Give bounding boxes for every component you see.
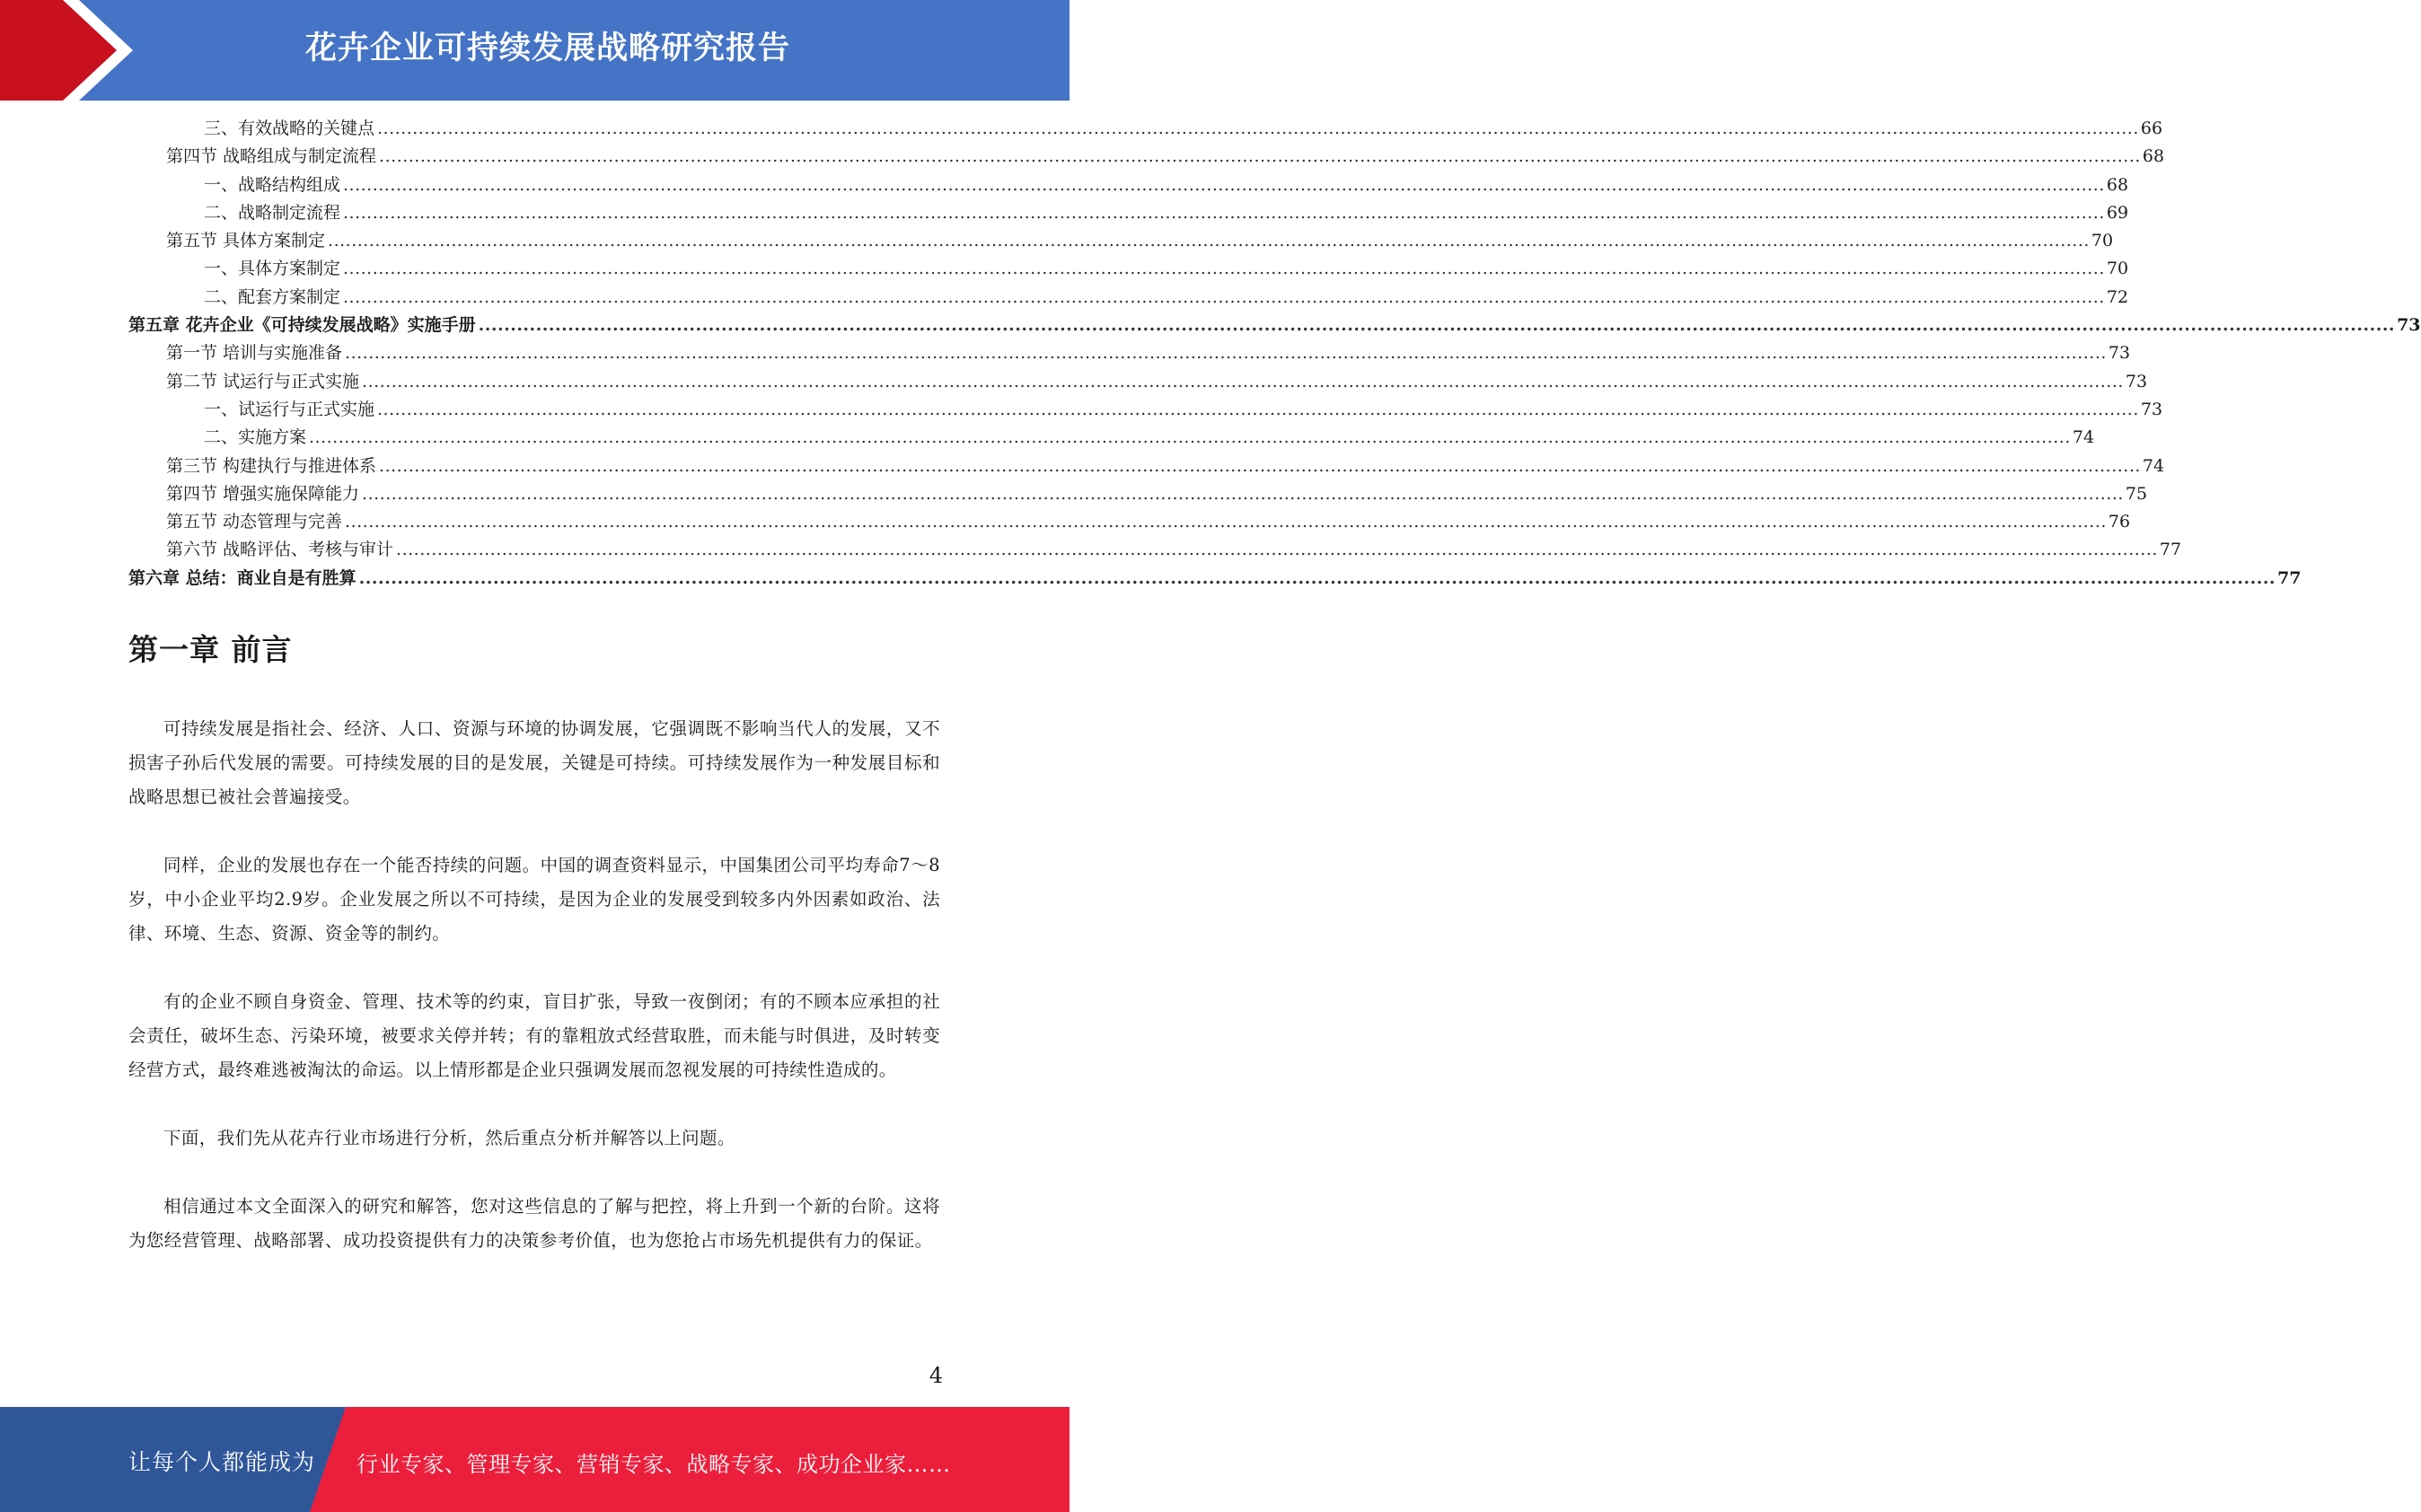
toc-entry-title: 第五章 花卉企业《可持续发展战略》实施手册 bbox=[128, 315, 476, 336]
toc-entry-title: 二、战略制定流程 bbox=[204, 202, 341, 223]
toc-dot-leader: ............................................................................................................................................................................................................................................................................................................ bbox=[377, 119, 2139, 138]
toc-dot-leader: ............................................................................................................................................................................................................................................................................................................ bbox=[345, 512, 2107, 532]
toc-entry-page: 69 bbox=[2106, 202, 2129, 223]
toc-entry-title: 一、具体方案制定 bbox=[204, 259, 341, 279]
toc-entry-title: 第一节 培训与实施准备 bbox=[166, 343, 343, 364]
chapter-title: 第一章 前言 bbox=[128, 632, 293, 667]
toc-entry[interactable] bbox=[128, 115, 2163, 143]
footer-lead-text: 让每个人都能成为 bbox=[128, 1449, 316, 1475]
toc-dot-leader: ............................................................................................................................................................................................................................................................................................................ bbox=[345, 343, 2107, 364]
body-paragraph: 同样，企业的发展也存在一个能否持续的问题。中国的调查资料显示，中国集团公司平均寿命7～8岁，中小企业平均2.9岁。企业发展之所以不可持续，是因为企业的发展受到较多内外因素如政治、法律、环境、生态、资源、资金等的制约。 bbox=[128, 855, 940, 944]
toc-dot-leader: ............................................................................................................................................................................................................................................................................................................ bbox=[343, 286, 2105, 307]
toc-dot-leader: ............................................................................................................................................................................................................................................................................................................ bbox=[358, 567, 2276, 588]
toc-entry-page: 73 bbox=[2108, 343, 2131, 364]
toc-dot-leader: ............................................................................................................................................................................................................................................................................................................ bbox=[328, 231, 2090, 251]
toc-entry-title: 第六章 总结：商业自是有胜算 bbox=[128, 567, 357, 588]
toc-entry[interactable] bbox=[128, 227, 2114, 255]
toc-entry[interactable] bbox=[128, 368, 2148, 396]
toc-entry-page: 75 bbox=[2125, 483, 2148, 504]
toc-entry-title: 第五节 具体方案制定 bbox=[166, 231, 326, 251]
toc-entry-page: 77 bbox=[2277, 567, 2302, 588]
toc-entry-page: 70 bbox=[2106, 259, 2129, 279]
body-paragraph: 相信通过本文全面深入的研究和解答，您对这些信息的了解与把控，将上升到一个新的台阶。这将为您经营管理、战略部署、成功投资提供有力的决策参考价值，也为您抢占市场先机提供有力的保证。 bbox=[128, 1196, 940, 1251]
toc-entry-page: 74 bbox=[2142, 455, 2165, 476]
page-footer bbox=[0, 1407, 1070, 1512]
toc-dot-leader: ............................................................................................................................................................................................................................................................................................................ bbox=[343, 174, 2105, 195]
toc-entry-title: 第五节 动态管理与完善 bbox=[166, 512, 343, 532]
toc-entry[interactable] bbox=[128, 508, 2131, 536]
body-paragraph: 有的企业不顾自身资金、管理、技术等的约束，盲目扩张，导致一夜倒闭；有的不顾本应承担的社会责任，破坏生态、污染环境，被要求关停并转；有的靠粗放式经营取胜，而未能与时俱进，及时转变经营方式，最终难逃被淘汰的命运。以上情形都是企业只强调发展而忽视发展的可持续性造成的。 bbox=[128, 991, 940, 1080]
toc-entry[interactable] bbox=[128, 312, 2421, 339]
toc-entry-title: 二、实施方案 bbox=[204, 427, 307, 448]
toc-entry[interactable] bbox=[128, 536, 2182, 564]
toc-dot-leader: ............................................................................................................................................................................................................................................................................................................ bbox=[362, 371, 2124, 391]
toc-entry[interactable] bbox=[128, 480, 2148, 508]
toc-dot-leader: ............................................................................................................................................................................................................................................................................................................ bbox=[343, 259, 2105, 279]
toc-entry[interactable] bbox=[128, 424, 2095, 452]
toc-dot-leader: ............................................................................................................................................................................................................................................................................................................ bbox=[343, 202, 2105, 223]
toc-entry[interactable] bbox=[128, 143, 2165, 171]
toc-entry[interactable] bbox=[128, 453, 2165, 480]
toc-entry-title: 第六节 战略评估、考核与审计 bbox=[166, 540, 394, 560]
toc-entry[interactable] bbox=[128, 284, 2129, 312]
toc-entry[interactable] bbox=[128, 255, 2129, 283]
toc-dot-leader: ............................................................................................................................................................................................................................................................................................................ bbox=[478, 315, 2396, 336]
chapter-body bbox=[128, 712, 940, 1292]
toc-dot-leader: ............................................................................................................................................................................................................................................................................................................ bbox=[362, 483, 2124, 504]
toc-entry[interactable] bbox=[128, 565, 2302, 593]
toc-dot-leader: ............................................................................................................................................................................................................................................................................................................ bbox=[379, 146, 2141, 167]
toc-entry-page: 70 bbox=[2091, 231, 2114, 251]
toc-entry-page: 73 bbox=[2125, 371, 2148, 391]
toc-entry[interactable] bbox=[128, 396, 2163, 424]
toc-dot-leader: ............................................................................................................................................................................................................................................................................................................ bbox=[379, 455, 2141, 476]
toc-entry-page: 74 bbox=[2072, 427, 2095, 448]
body-paragraph: 下面，我们先从花卉行业市场进行分析，然后重点分析并解答以上问题。 bbox=[163, 1128, 735, 1148]
toc-entry-page: 72 bbox=[2106, 286, 2129, 307]
report-title: 花卉企业可持续发展战略研究报告 bbox=[304, 31, 790, 66]
toc-entry-page: 73 bbox=[2397, 315, 2421, 336]
toc-entry-title: 第四节 战略组成与制定流程 bbox=[166, 146, 377, 167]
toc-entry-title: 第四节 增强实施保障能力 bbox=[166, 483, 360, 504]
body-paragraph: 可持续发展是指社会、经济、人口、资源与环境的协调发展，它强调既不影响当代人的发展，又不损害子孙后代发展的需要。可持续发展的目的是发展，关键是可持续。可持续发展作为一种发展目标和战略思想已被社会普遍接受。 bbox=[128, 718, 940, 807]
toc-entry[interactable] bbox=[128, 199, 2129, 227]
footer-slogan: 行业专家、管理专家、营销专家、战略专家、成功企业家…… bbox=[357, 1452, 951, 1477]
toc-dot-leader: ............................................................................................................................................................................................................................................................................................................ bbox=[396, 540, 2158, 560]
toc-entry[interactable] bbox=[128, 339, 2131, 367]
toc-entry-title: 第三节 构建执行与推进体系 bbox=[166, 455, 377, 476]
toc-entry-title: 一、试运行与正式实施 bbox=[204, 399, 375, 419]
header-arrow-decoration bbox=[0, 0, 144, 101]
toc-entry-title: 一、战略结构组成 bbox=[204, 174, 341, 195]
toc-entry-page: 68 bbox=[2106, 174, 2129, 195]
toc-entry-title: 第二节 试运行与正式实施 bbox=[166, 371, 360, 391]
toc-dot-leader: ............................................................................................................................................................................................................................................................................................................ bbox=[309, 427, 2071, 448]
table-of-contents bbox=[128, 115, 2421, 593]
toc-entry-page: 73 bbox=[2140, 399, 2163, 419]
toc-entry-title: 三、有效战略的关键点 bbox=[204, 119, 375, 138]
page-header bbox=[0, 0, 1070, 101]
page-number: 4 bbox=[929, 1363, 943, 1388]
toc-entry-page: 76 bbox=[2108, 512, 2131, 532]
toc-entry[interactable] bbox=[128, 171, 2129, 199]
toc-entry-page: 68 bbox=[2142, 146, 2165, 167]
toc-dot-leader: ............................................................................................................................................................................................................................................................................................................ bbox=[377, 399, 2139, 419]
toc-entry-title: 二、配套方案制定 bbox=[204, 286, 341, 307]
toc-entry-page: 66 bbox=[2140, 119, 2163, 138]
toc-entry-page: 77 bbox=[2159, 540, 2182, 560]
